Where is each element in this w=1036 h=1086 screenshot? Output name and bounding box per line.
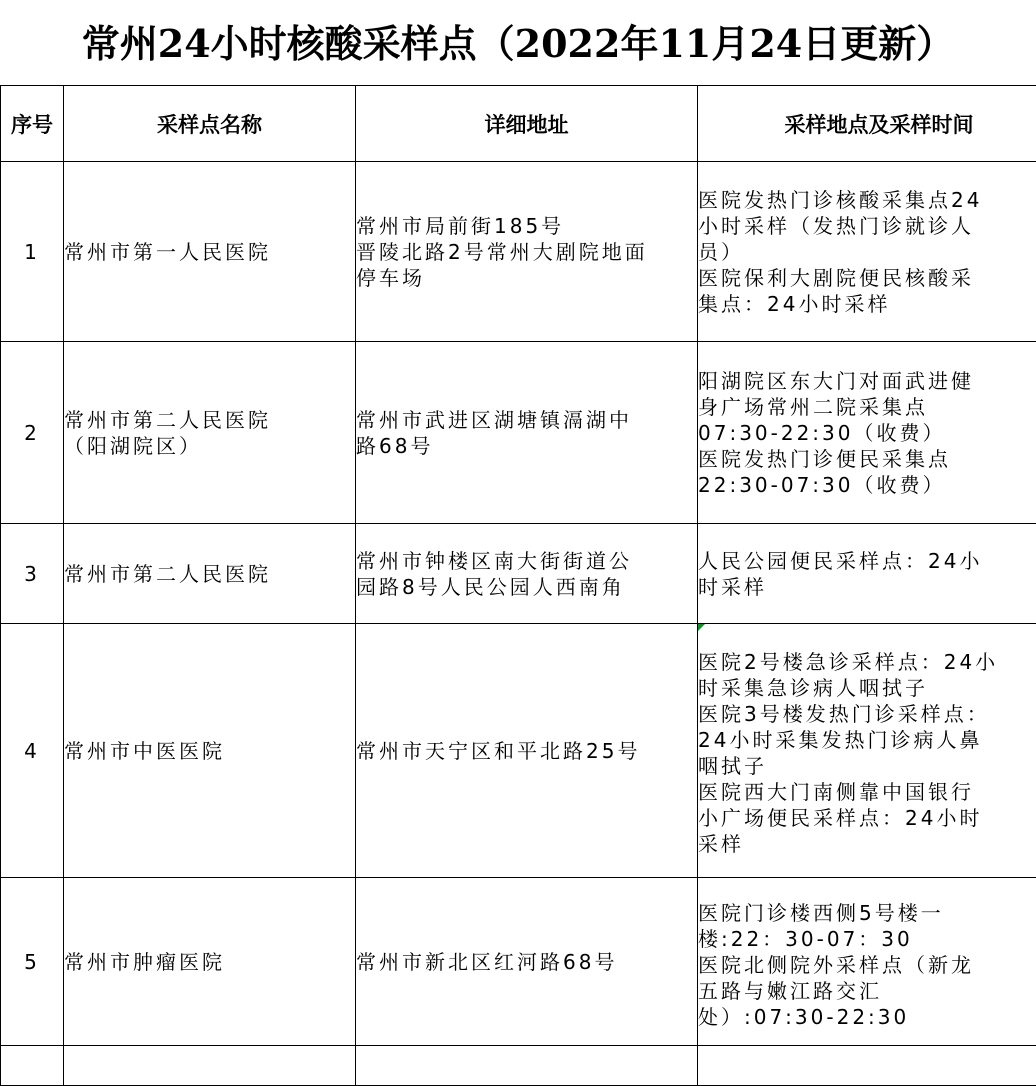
row-address-line: 常州市天宁区和平北路25号 (356, 738, 697, 764)
row-time-line: 小广场便民采样点：24小时 (698, 805, 1036, 831)
row-time (698, 162, 1036, 342)
row-address-line: 路68号 (356, 433, 697, 459)
row-time-line: 集点：24小时采样 (698, 291, 1036, 317)
row-name (64, 342, 356, 524)
row-time-line: 医院北侧院外采样点（新龙 (698, 952, 1036, 978)
row-address (356, 878, 698, 1046)
row-time-line: 医院发热门诊便民采集点 (698, 446, 1036, 472)
row-name-line: 常州市第一人民医院 (64, 239, 355, 265)
row-time-line: 咽拭子 (698, 753, 1036, 779)
table-row (1, 1046, 1036, 1086)
row-address-line: 停车场 (356, 265, 697, 291)
row-time-line: 人民公园便民采样点：24小 (698, 548, 1036, 574)
row-name (64, 524, 356, 624)
row-name-line: 常州市第二人民医院 (64, 561, 355, 587)
row-time-line: 采样 (698, 831, 1036, 857)
row-time-line: 医院保利大剧院便民核酸采 (698, 265, 1036, 291)
row-address (356, 342, 698, 524)
row-name-line: 常州市中医医院 (64, 738, 355, 764)
row-time-line: 五路与嫩江路交汇 (698, 978, 1036, 1004)
row-time-line: 阳湖院区东大门对面武进健 (698, 368, 1036, 394)
row-name-line: 常州市肿瘤医院 (64, 949, 355, 975)
row-name (64, 624, 356, 878)
row-time-line: 员） (698, 239, 1036, 265)
row-no: 4 (1, 624, 64, 878)
row-address-line: 常州市局前街185号 (356, 213, 697, 239)
header-name: 采样点名称 (64, 86, 356, 162)
row-address (356, 1046, 698, 1086)
row-no: 3 (1, 524, 64, 624)
row-no: 2 (1, 342, 64, 524)
row-time-line: 07:30-22:30（收费） (698, 420, 1036, 446)
table-row (1, 162, 1036, 342)
sampling-sites-table (0, 85, 1036, 1086)
row-no (1, 1046, 64, 1086)
row-name (64, 1046, 356, 1086)
row-name (64, 878, 356, 1046)
row-address-line: 常州市武进区湖塘镇滆湖中 (356, 407, 697, 433)
page-title: 常州24小时核酸采样点（2022年11月24日更新） (0, 14, 1036, 74)
row-time-line: 小时采样（发热门诊就诊人 (698, 213, 1036, 239)
row-time-line: 22:30-07:30（收费） (698, 472, 1036, 498)
table-row (1, 342, 1036, 524)
table-row (1, 878, 1036, 1046)
row-address-line: 晋陵北路2号常州大剧院地面 (356, 239, 697, 265)
row-address-line: 常州市钟楼区南大街街道公 (356, 548, 697, 574)
row-time-line: 24小时采集发热门诊病人鼻 (698, 727, 1036, 753)
row-name-line: 常州市第二人民医院 (64, 407, 355, 433)
header-no: 序号 (1, 86, 64, 162)
row-time-line: 医院发热门诊核酸采集点24 (698, 187, 1036, 213)
row-time-line: 时采样 (698, 574, 1036, 600)
row-address-line: 园路8号人民公园人西南角 (356, 574, 697, 600)
row-time-line: 时采集急诊病人咽拭子 (698, 675, 1036, 701)
row-time (698, 1046, 1036, 1086)
row-time-line: 医院2号楼急诊采样点：24小 (698, 649, 1036, 675)
table-row (1, 524, 1036, 624)
header-address: 详细地址 (356, 86, 698, 162)
row-time-line: 楼:22：30-07：30 (698, 926, 1036, 952)
row-address-line: 常州市新北区红河路68号 (356, 949, 697, 975)
row-address (356, 624, 698, 878)
row-name (64, 162, 356, 342)
row-time-line: 身广场常州二院采集点 (698, 394, 1036, 420)
row-time (698, 624, 1036, 878)
row-no: 5 (1, 878, 64, 1046)
header-time: 采样地点及采样时间 (698, 86, 1036, 162)
row-time-line: 处）:07:30-22:30 (698, 1004, 1036, 1030)
row-time-line: 医院门诊楼西侧5号楼一 (698, 900, 1036, 926)
row-address (356, 162, 698, 342)
row-time (698, 342, 1036, 524)
row-no: 1 (1, 162, 64, 342)
row-time (698, 524, 1036, 624)
header-row (1, 86, 1036, 162)
table-row (1, 624, 1036, 878)
row-time-line: 医院3号楼发热门诊采样点： (698, 701, 1036, 727)
comment-flag-icon (698, 624, 705, 631)
row-time-line: 医院西大门南侧靠中国银行 (698, 779, 1036, 805)
row-time (698, 878, 1036, 1046)
row-name-line: （阳湖院区） (64, 433, 355, 459)
row-address (356, 524, 698, 624)
